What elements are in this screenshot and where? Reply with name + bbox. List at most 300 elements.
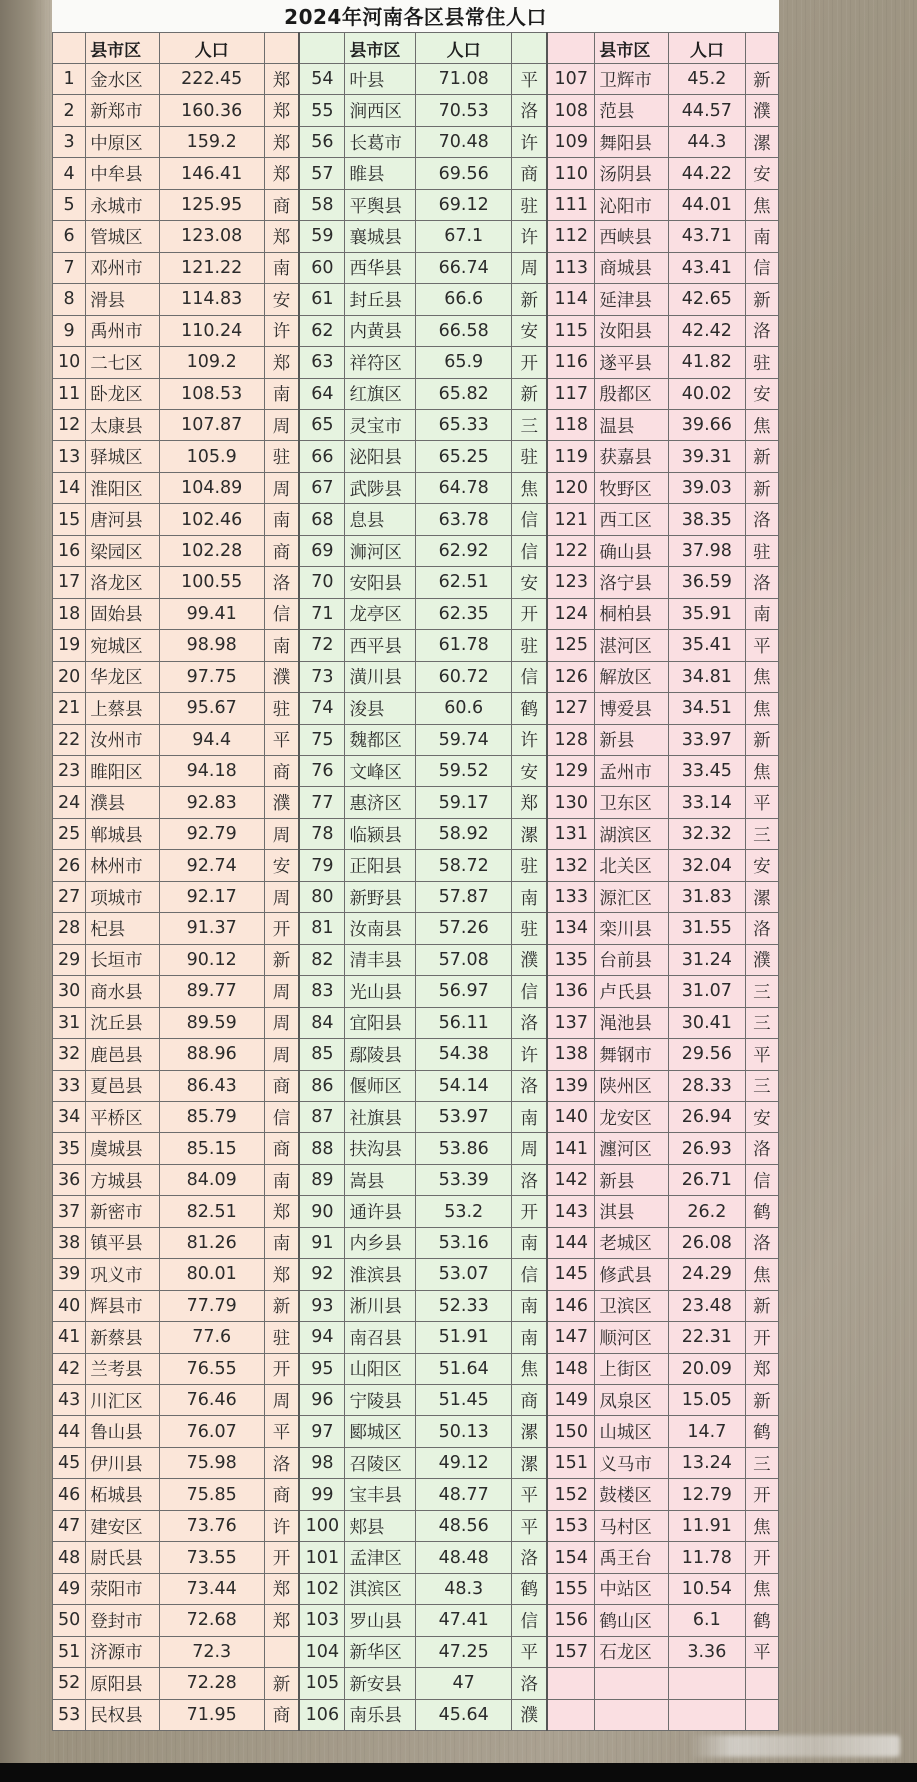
rank-cell: 66 bbox=[299, 441, 345, 472]
city-cell: 焦 bbox=[512, 472, 547, 503]
rank-cell: 105 bbox=[299, 1668, 345, 1699]
name-cell: 殷都区 bbox=[595, 378, 669, 409]
table-row bbox=[53, 755, 779, 786]
rank-cell: 78 bbox=[299, 818, 345, 849]
name-cell: 汝南县 bbox=[345, 913, 416, 944]
population-cell: 73.44 bbox=[159, 1573, 264, 1604]
city-cell: 三 bbox=[745, 1007, 778, 1038]
city-cell: 南 bbox=[512, 1290, 547, 1321]
population-cell: 92.17 bbox=[159, 881, 264, 912]
rank-cell: 92 bbox=[299, 1259, 345, 1290]
rank-cell: 118 bbox=[547, 409, 595, 440]
name-cell: 惠济区 bbox=[345, 787, 416, 818]
population-cell: 90.12 bbox=[159, 944, 264, 975]
population-cell: 42.65 bbox=[668, 284, 745, 315]
city-cell: 三 bbox=[745, 1447, 778, 1478]
rank-cell: 70 bbox=[299, 567, 345, 598]
population-cell: 47 bbox=[415, 1668, 511, 1699]
table-row bbox=[53, 850, 779, 881]
city-cell: 鹤 bbox=[512, 693, 547, 724]
city-cell: 漯 bbox=[512, 1416, 547, 1447]
name-cell: 马村区 bbox=[595, 1510, 669, 1541]
name-cell: 济源市 bbox=[86, 1636, 160, 1667]
table-row bbox=[53, 1385, 779, 1416]
rank-cell: 56 bbox=[299, 126, 345, 157]
table-row bbox=[53, 1416, 779, 1447]
header-row bbox=[53, 33, 779, 64]
city-cell: 平 bbox=[745, 1039, 778, 1070]
table-row bbox=[53, 409, 779, 440]
population-cell: 121.22 bbox=[159, 252, 264, 283]
city-cell: 信 bbox=[512, 1259, 547, 1290]
table-row bbox=[53, 1101, 779, 1132]
name-cell: 新密市 bbox=[86, 1196, 160, 1227]
city-cell: 平 bbox=[512, 1636, 547, 1667]
rank-cell: 111 bbox=[547, 189, 595, 220]
name-cell: 淇县 bbox=[595, 1196, 669, 1227]
rank-cell: 154 bbox=[547, 1542, 595, 1573]
population-cell: 6.1 bbox=[668, 1605, 745, 1636]
city-cell: 洛 bbox=[745, 1227, 778, 1258]
name-cell: 嵩县 bbox=[345, 1164, 416, 1195]
rank-cell: 138 bbox=[547, 1039, 595, 1070]
name-cell: 新郑市 bbox=[86, 95, 160, 126]
city-cell: 南 bbox=[264, 1227, 299, 1258]
rank-cell: 41 bbox=[53, 1322, 86, 1353]
city-cell: 洛 bbox=[264, 1447, 299, 1478]
city-cell: 南 bbox=[264, 378, 299, 409]
city-cell: 周 bbox=[264, 881, 299, 912]
rank-cell: 104 bbox=[299, 1636, 345, 1667]
name-cell: 项城市 bbox=[86, 881, 160, 912]
name-cell: 清丰县 bbox=[345, 944, 416, 975]
name-cell: 源汇区 bbox=[595, 881, 669, 912]
name-cell: 虞城县 bbox=[86, 1133, 160, 1164]
city-cell: 商 bbox=[264, 1699, 299, 1730]
table-row bbox=[53, 976, 779, 1007]
rank-cell: 89 bbox=[299, 1164, 345, 1195]
name-cell: 宛城区 bbox=[86, 630, 160, 661]
population-cell: 59.52 bbox=[415, 755, 511, 786]
population-cell: 53.16 bbox=[415, 1227, 511, 1258]
population-cell: 98.98 bbox=[159, 630, 264, 661]
name-cell: 襄城县 bbox=[345, 221, 416, 252]
name-cell: 陕州区 bbox=[595, 1070, 669, 1101]
population-table bbox=[52, 32, 779, 1731]
table-row bbox=[53, 315, 779, 346]
population-cell: 48.77 bbox=[415, 1479, 511, 1510]
city-cell: 驻 bbox=[264, 693, 299, 724]
city-cell: 驻 bbox=[512, 630, 547, 661]
city-cell: 商 bbox=[264, 1133, 299, 1164]
population-cell: 107.87 bbox=[159, 409, 264, 440]
city-cell: 濮 bbox=[512, 1699, 547, 1730]
city-cell: 驻 bbox=[512, 189, 547, 220]
population-cell: 53.39 bbox=[415, 1164, 511, 1195]
city-cell: 平 bbox=[745, 787, 778, 818]
population-cell: 77.6 bbox=[159, 1322, 264, 1353]
name-cell: 顺河区 bbox=[595, 1322, 669, 1353]
rank-cell: 22 bbox=[53, 724, 86, 755]
rank-cell: 123 bbox=[547, 567, 595, 598]
rank-cell: 94 bbox=[299, 1322, 345, 1353]
population-cell: 159.2 bbox=[159, 126, 264, 157]
header-name-3: 县市区 bbox=[595, 33, 669, 64]
name-cell: 临颍县 bbox=[345, 818, 416, 849]
city-cell: 郑 bbox=[512, 787, 547, 818]
rank-cell: 21 bbox=[53, 693, 86, 724]
population-cell bbox=[668, 1699, 745, 1730]
table-row bbox=[53, 1070, 779, 1101]
table-row bbox=[53, 1196, 779, 1227]
population-cell: 58.72 bbox=[415, 850, 511, 881]
name-cell: 确山县 bbox=[595, 535, 669, 566]
table-row bbox=[53, 693, 779, 724]
city-cell: 濮 bbox=[264, 661, 299, 692]
population-cell bbox=[668, 1668, 745, 1699]
city-cell: 安 bbox=[745, 158, 778, 189]
name-cell: 召陵区 bbox=[345, 1447, 416, 1478]
population-cell: 12.79 bbox=[668, 1479, 745, 1510]
population-cell: 76.07 bbox=[159, 1416, 264, 1447]
name-cell: 偃师区 bbox=[345, 1070, 416, 1101]
population-cell: 66.6 bbox=[415, 284, 511, 315]
rank-cell: 133 bbox=[547, 881, 595, 912]
table-row bbox=[53, 1510, 779, 1541]
name-cell: 正阳县 bbox=[345, 850, 416, 881]
name-cell: 修武县 bbox=[595, 1259, 669, 1290]
rank-cell: 135 bbox=[547, 944, 595, 975]
name-cell: 新野县 bbox=[345, 881, 416, 912]
name-cell: 辉县市 bbox=[86, 1290, 160, 1321]
name-cell: 淇滨区 bbox=[345, 1573, 416, 1604]
city-cell: 开 bbox=[745, 1322, 778, 1353]
city-cell: 洛 bbox=[512, 95, 547, 126]
city-cell: 焦 bbox=[745, 693, 778, 724]
city-cell: 周 bbox=[264, 818, 299, 849]
name-cell: 龙亭区 bbox=[345, 598, 416, 629]
header-pop-3: 人口 bbox=[668, 33, 745, 64]
table-row bbox=[53, 284, 779, 315]
name-cell: 郏县 bbox=[345, 1510, 416, 1541]
rank-cell: 37 bbox=[53, 1196, 86, 1227]
name-cell: 中站区 bbox=[595, 1573, 669, 1604]
table-row bbox=[53, 504, 779, 535]
name-cell: 涧西区 bbox=[345, 95, 416, 126]
population-cell: 34.51 bbox=[668, 693, 745, 724]
city-cell: 商 bbox=[264, 189, 299, 220]
table-row bbox=[53, 1039, 779, 1070]
rank-cell: 102 bbox=[299, 1573, 345, 1604]
name-cell: 睢县 bbox=[345, 158, 416, 189]
name-cell: 宝丰县 bbox=[345, 1479, 416, 1510]
city-cell: 郑 bbox=[264, 1605, 299, 1636]
population-cell: 44.22 bbox=[668, 158, 745, 189]
table-row bbox=[53, 1353, 779, 1384]
population-cell: 54.14 bbox=[415, 1070, 511, 1101]
rank-cell: 103 bbox=[299, 1605, 345, 1636]
name-cell: 管城区 bbox=[86, 221, 160, 252]
city-cell: 开 bbox=[512, 347, 547, 378]
city-cell: 许 bbox=[512, 221, 547, 252]
header-city-3 bbox=[745, 33, 778, 64]
population-cell: 32.04 bbox=[668, 850, 745, 881]
rank-cell: 27 bbox=[53, 881, 86, 912]
city-cell: 濮 bbox=[745, 944, 778, 975]
rank-cell: 143 bbox=[547, 1196, 595, 1227]
name-cell: 商城县 bbox=[595, 252, 669, 283]
rank-cell: 47 bbox=[53, 1510, 86, 1541]
name-cell: 浚县 bbox=[345, 693, 416, 724]
city-cell: 新 bbox=[512, 378, 547, 409]
rank-cell: 81 bbox=[299, 913, 345, 944]
rank-cell: 144 bbox=[547, 1227, 595, 1258]
name-cell: 桐柏县 bbox=[595, 598, 669, 629]
population-cell: 110.24 bbox=[159, 315, 264, 346]
rank-cell: 110 bbox=[547, 158, 595, 189]
city-cell: 濮 bbox=[512, 944, 547, 975]
population-cell: 26.2 bbox=[668, 1196, 745, 1227]
population-cell: 59.74 bbox=[415, 724, 511, 755]
rank-cell: 137 bbox=[547, 1007, 595, 1038]
rank-cell: 19 bbox=[53, 630, 86, 661]
population-cell: 63.78 bbox=[415, 504, 511, 535]
name-cell: 红旗区 bbox=[345, 378, 416, 409]
name-cell: 汝阳县 bbox=[595, 315, 669, 346]
city-cell: 许 bbox=[512, 1039, 547, 1070]
name-cell: 获嘉县 bbox=[595, 441, 669, 472]
population-cell: 31.24 bbox=[668, 944, 745, 975]
name-cell: 通许县 bbox=[345, 1196, 416, 1227]
name-cell: 洛龙区 bbox=[86, 567, 160, 598]
population-cell: 49.12 bbox=[415, 1447, 511, 1478]
name-cell: 西峡县 bbox=[595, 221, 669, 252]
table-row bbox=[53, 1447, 779, 1478]
name-cell: 郾城区 bbox=[345, 1416, 416, 1447]
city-cell: 周 bbox=[264, 1385, 299, 1416]
population-cell: 26.93 bbox=[668, 1133, 745, 1164]
name-cell: 沈丘县 bbox=[86, 1007, 160, 1038]
rank-cell: 145 bbox=[547, 1259, 595, 1290]
rank-cell: 91 bbox=[299, 1227, 345, 1258]
name-cell: 濮县 bbox=[86, 787, 160, 818]
city-cell: 安 bbox=[512, 567, 547, 598]
name-cell: 鼓楼区 bbox=[595, 1479, 669, 1510]
population-cell: 75.85 bbox=[159, 1479, 264, 1510]
rank-cell: 34 bbox=[53, 1101, 86, 1132]
city-cell: 许 bbox=[512, 126, 547, 157]
city-cell: 南 bbox=[512, 1227, 547, 1258]
name-cell: 永城市 bbox=[86, 189, 160, 220]
name-cell: 卢氏县 bbox=[595, 976, 669, 1007]
rank-cell: 23 bbox=[53, 755, 86, 786]
rank-cell: 107 bbox=[547, 64, 595, 95]
city-cell: 鹤 bbox=[745, 1605, 778, 1636]
rank-cell: 128 bbox=[547, 724, 595, 755]
name-cell: 安阳县 bbox=[345, 567, 416, 598]
rank-cell: 20 bbox=[53, 661, 86, 692]
population-cell: 65.9 bbox=[415, 347, 511, 378]
rank-cell: 3 bbox=[53, 126, 86, 157]
name-cell: 淮滨县 bbox=[345, 1259, 416, 1290]
population-cell: 40.02 bbox=[668, 378, 745, 409]
rank-cell: 16 bbox=[53, 535, 86, 566]
name-cell: 南乐县 bbox=[345, 1699, 416, 1730]
city-cell: 周 bbox=[512, 252, 547, 283]
rank-cell: 54 bbox=[299, 64, 345, 95]
table-row bbox=[53, 661, 779, 692]
city-cell: 新 bbox=[745, 284, 778, 315]
rank-cell: 62 bbox=[299, 315, 345, 346]
name-cell: 长葛市 bbox=[345, 126, 416, 157]
city-cell: 平 bbox=[512, 1479, 547, 1510]
city-cell: 漯 bbox=[745, 126, 778, 157]
population-cell: 51.91 bbox=[415, 1322, 511, 1353]
name-cell: 唐河县 bbox=[86, 504, 160, 535]
population-cell: 67.1 bbox=[415, 221, 511, 252]
rank-cell: 124 bbox=[547, 598, 595, 629]
rank-cell: 39 bbox=[53, 1259, 86, 1290]
rank-cell: 131 bbox=[547, 818, 595, 849]
name-cell: 内乡县 bbox=[345, 1227, 416, 1258]
table-row bbox=[53, 787, 779, 818]
header-name-1: 县市区 bbox=[86, 33, 160, 64]
city-cell: 焦 bbox=[745, 409, 778, 440]
name-cell: 兰考县 bbox=[86, 1353, 160, 1384]
city-cell: 焦 bbox=[745, 1573, 778, 1604]
rank-cell: 96 bbox=[299, 1385, 345, 1416]
population-cell: 80.01 bbox=[159, 1259, 264, 1290]
population-cell: 28.33 bbox=[668, 1070, 745, 1101]
name-cell: 孟津区 bbox=[345, 1542, 416, 1573]
rank-cell: 59 bbox=[299, 221, 345, 252]
table-row bbox=[53, 567, 779, 598]
city-cell: 平 bbox=[745, 1636, 778, 1667]
city-cell: 开 bbox=[512, 598, 547, 629]
name-cell: 宁陵县 bbox=[345, 1385, 416, 1416]
rank-cell: 151 bbox=[547, 1447, 595, 1478]
city-cell: 新 bbox=[264, 1290, 299, 1321]
population-cell: 160.36 bbox=[159, 95, 264, 126]
city-cell: 安 bbox=[512, 755, 547, 786]
table-row bbox=[53, 189, 779, 220]
table-row bbox=[53, 158, 779, 189]
population-cell: 20.09 bbox=[668, 1353, 745, 1384]
rank-cell: 116 bbox=[547, 347, 595, 378]
name-cell: 魏都区 bbox=[345, 724, 416, 755]
name-cell: 新华区 bbox=[345, 1636, 416, 1667]
rank-cell bbox=[547, 1668, 595, 1699]
name-cell: 舞阳县 bbox=[595, 126, 669, 157]
name-cell: 新县 bbox=[595, 1164, 669, 1195]
rank-cell: 48 bbox=[53, 1542, 86, 1573]
city-cell: 南 bbox=[512, 1322, 547, 1353]
rank-cell: 132 bbox=[547, 850, 595, 881]
population-cell: 26.94 bbox=[668, 1101, 745, 1132]
population-cell: 51.45 bbox=[415, 1385, 511, 1416]
population-cell: 29.56 bbox=[668, 1039, 745, 1070]
city-cell: 新 bbox=[745, 441, 778, 472]
rank-cell: 120 bbox=[547, 472, 595, 503]
rank-cell: 40 bbox=[53, 1290, 86, 1321]
city-cell: 平 bbox=[264, 1416, 299, 1447]
table-row bbox=[53, 881, 779, 912]
city-cell: 新 bbox=[745, 472, 778, 503]
city-cell: 三 bbox=[745, 818, 778, 849]
population-cell: 33.14 bbox=[668, 787, 745, 818]
city-cell: 郑 bbox=[264, 1259, 299, 1290]
rank-cell: 83 bbox=[299, 976, 345, 1007]
city-cell: 焦 bbox=[512, 1353, 547, 1384]
name-cell bbox=[595, 1668, 669, 1699]
city-cell: 安 bbox=[512, 315, 547, 346]
population-cell: 23.48 bbox=[668, 1290, 745, 1321]
table-row bbox=[53, 1668, 779, 1699]
city-cell: 商 bbox=[264, 1070, 299, 1101]
population-cell: 52.33 bbox=[415, 1290, 511, 1321]
rank-cell: 50 bbox=[53, 1605, 86, 1636]
background-shadow bbox=[0, 0, 52, 1782]
name-cell: 北关区 bbox=[595, 850, 669, 881]
city-cell: 驻 bbox=[512, 913, 547, 944]
population-cell: 71.95 bbox=[159, 1699, 264, 1730]
rank-cell: 58 bbox=[299, 189, 345, 220]
name-cell: 中原区 bbox=[86, 126, 160, 157]
population-cell: 39.31 bbox=[668, 441, 745, 472]
population-cell: 14.7 bbox=[668, 1416, 745, 1447]
table-row bbox=[53, 944, 779, 975]
name-cell: 尉氏县 bbox=[86, 1542, 160, 1573]
header-city-2 bbox=[512, 33, 547, 64]
rank-cell: 85 bbox=[299, 1039, 345, 1070]
name-cell: 二七区 bbox=[86, 347, 160, 378]
city-cell: 漯 bbox=[512, 1447, 547, 1478]
city-cell: 驻 bbox=[512, 850, 547, 881]
rank-cell: 136 bbox=[547, 976, 595, 1007]
rank-cell: 73 bbox=[299, 661, 345, 692]
population-cell: 99.41 bbox=[159, 598, 264, 629]
population-cell: 48.56 bbox=[415, 1510, 511, 1541]
population-cell: 65.82 bbox=[415, 378, 511, 409]
table-row bbox=[53, 724, 779, 755]
name-cell: 洛宁县 bbox=[595, 567, 669, 598]
name-cell: 郸城县 bbox=[86, 818, 160, 849]
name-cell: 栾川县 bbox=[595, 913, 669, 944]
table-row bbox=[53, 252, 779, 283]
table-row bbox=[53, 95, 779, 126]
name-cell: 上街区 bbox=[595, 1353, 669, 1384]
rank-cell: 142 bbox=[547, 1164, 595, 1195]
population-cell: 85.79 bbox=[159, 1101, 264, 1132]
population-cell: 31.83 bbox=[668, 881, 745, 912]
name-cell: 新安县 bbox=[345, 1668, 416, 1699]
population-cell: 92.83 bbox=[159, 787, 264, 818]
rank-cell: 2 bbox=[53, 95, 86, 126]
table-row bbox=[53, 1479, 779, 1510]
rank-cell: 45 bbox=[53, 1447, 86, 1478]
name-cell: 光山县 bbox=[345, 976, 416, 1007]
population-cell: 75.98 bbox=[159, 1447, 264, 1478]
population-cell: 108.53 bbox=[159, 378, 264, 409]
rank-cell: 100 bbox=[299, 1510, 345, 1541]
name-cell: 镇平县 bbox=[86, 1227, 160, 1258]
population-cell: 61.78 bbox=[415, 630, 511, 661]
population-cell: 35.41 bbox=[668, 630, 745, 661]
name-cell: 中牟县 bbox=[86, 158, 160, 189]
city-cell: 鹤 bbox=[512, 1573, 547, 1604]
name-cell: 遂平县 bbox=[595, 347, 669, 378]
city-cell: 驻 bbox=[264, 1322, 299, 1353]
